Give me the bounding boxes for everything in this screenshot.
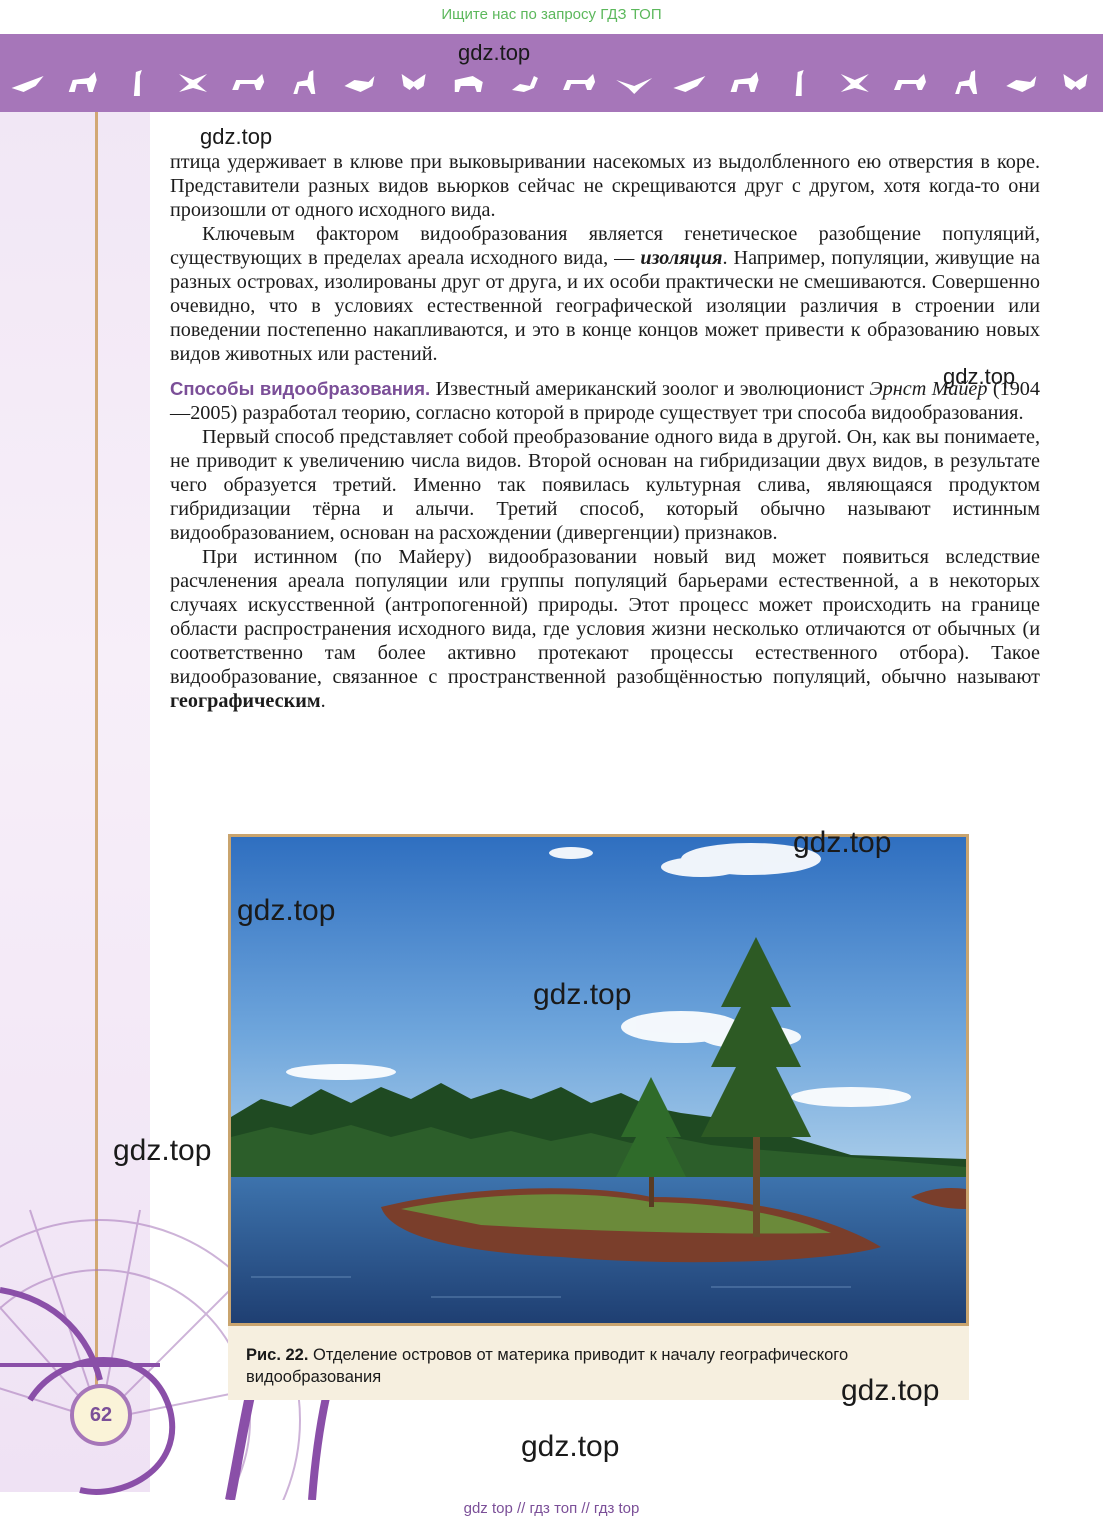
watermark: gdz.top — [113, 1134, 212, 1167]
bird-icon — [12, 76, 44, 92]
fly-icon — [841, 74, 869, 92]
person-name: Эрнст Майер — [869, 378, 988, 400]
watermark: gdz.top — [533, 978, 632, 1011]
watermark: gdz.top — [521, 1430, 620, 1463]
watermark: gdz.top — [237, 894, 336, 927]
deer-icon — [293, 70, 315, 94]
figure-photo-island — [228, 834, 969, 1326]
figure-caption: Рис. 22. Отделение островов от материка приводит к началу географического видообразования — [228, 1326, 969, 1400]
duck-icon — [344, 76, 374, 92]
paragraph: При истинном (по Майеру) видообразовании новый вид может появиться вследствие расчленения ареала популяции или группы популяций барьерами естественной, а в некоторых случаях искусственной (антропогенной) природы. Этот процесс может происходить на границе области распространения исходного вида, где условия жизни несколько отличаются от обычных (и соответственно там более активно протекают процессы естественного отбора). Такое видообразование, связанное с пространственной разобщённостью популяций, обычно называют географическим. — [170, 546, 1040, 712]
term-isolation: изоляция — [640, 247, 723, 269]
paragraph: птица удерживает в клюве при выковыривании насекомых из выдолбленного ею отверстия в коре. Представители разных видов вьюрков сейчас не скрещиваются друг с другом, хотя когда-то они произошли от одного исходного вида. — [170, 151, 1040, 221]
animal-icons-strip — [0, 62, 1103, 106]
butterfly-icon — [402, 74, 426, 90]
watermark: gdz.top — [841, 1374, 940, 1407]
bison-icon — [455, 76, 483, 92]
paragraph: Первый способ представляет собой преобразование одного вида в другой. Он, как вы понимаете, не приводит к увеличению числа видов. Второй основан на гибридизации двух видов, в результате чего образуется третий. Именно так появилась культурная слива, являющаяся продуктом гибридизации тёрна и алычи. Третий способ, который обычно называют истинным видообразованием, основан на расхождении (дивергенции) признаков. — [170, 426, 1040, 544]
paragraph: Ключевым фактором видообразования является генетическое разобщение популяций, существующих в пределах ареала исходного вида, — изоляция. Например, популяции, живущие на разных островах, изолированы друг от друга, и их особи практически не смешиваются. Совершенно очевидно, что в условиях естественной географической изоляции различия в строении или поведении постепенно накапливаются, и это в конце концов может привести к образованию новых видов животных или растений. — [170, 223, 1040, 365]
fly-icon — [179, 74, 207, 92]
figure-label: Рис. 22. — [246, 1346, 309, 1364]
watermark: gdz.top — [458, 40, 531, 65]
duck-icon — [1006, 76, 1036, 92]
island-photo — [231, 837, 966, 1323]
watermark: gdz.top — [200, 124, 273, 149]
top-banner: Ищите нас по запросу ГДЗ ТОП — [441, 6, 662, 23]
pterosaur-icon — [616, 78, 652, 94]
footer-links: gdz top // гдз топ // гдз top — [463, 1500, 640, 1517]
horse-icon — [563, 74, 595, 90]
horse-icon — [232, 74, 264, 90]
page-number: 62 — [70, 1384, 132, 1446]
deer-icon — [955, 70, 977, 94]
watermark: gdz.top — [793, 826, 892, 859]
scorpion-icon — [512, 76, 538, 92]
giraffe-icon — [134, 70, 142, 96]
bird-icon — [673, 76, 705, 92]
section-heading: Способы видообразования. — [170, 378, 431, 399]
paragraph: Способы видообразования. Известный американский зоолог и эволюционист Эрнст Майер (1904—2005) разработал теорию, согласно которой в природе существует три способа видообразования. — [170, 378, 1040, 424]
wolf-icon — [69, 72, 97, 92]
term-geographic: географическим — [170, 690, 321, 712]
giraffe-icon — [796, 70, 804, 96]
watermark: gdz.top — [943, 364, 1016, 389]
body-text — [170, 150, 1040, 713]
horse-icon — [894, 74, 926, 90]
wolf-icon — [731, 72, 759, 92]
butterfly-icon — [1063, 74, 1087, 90]
